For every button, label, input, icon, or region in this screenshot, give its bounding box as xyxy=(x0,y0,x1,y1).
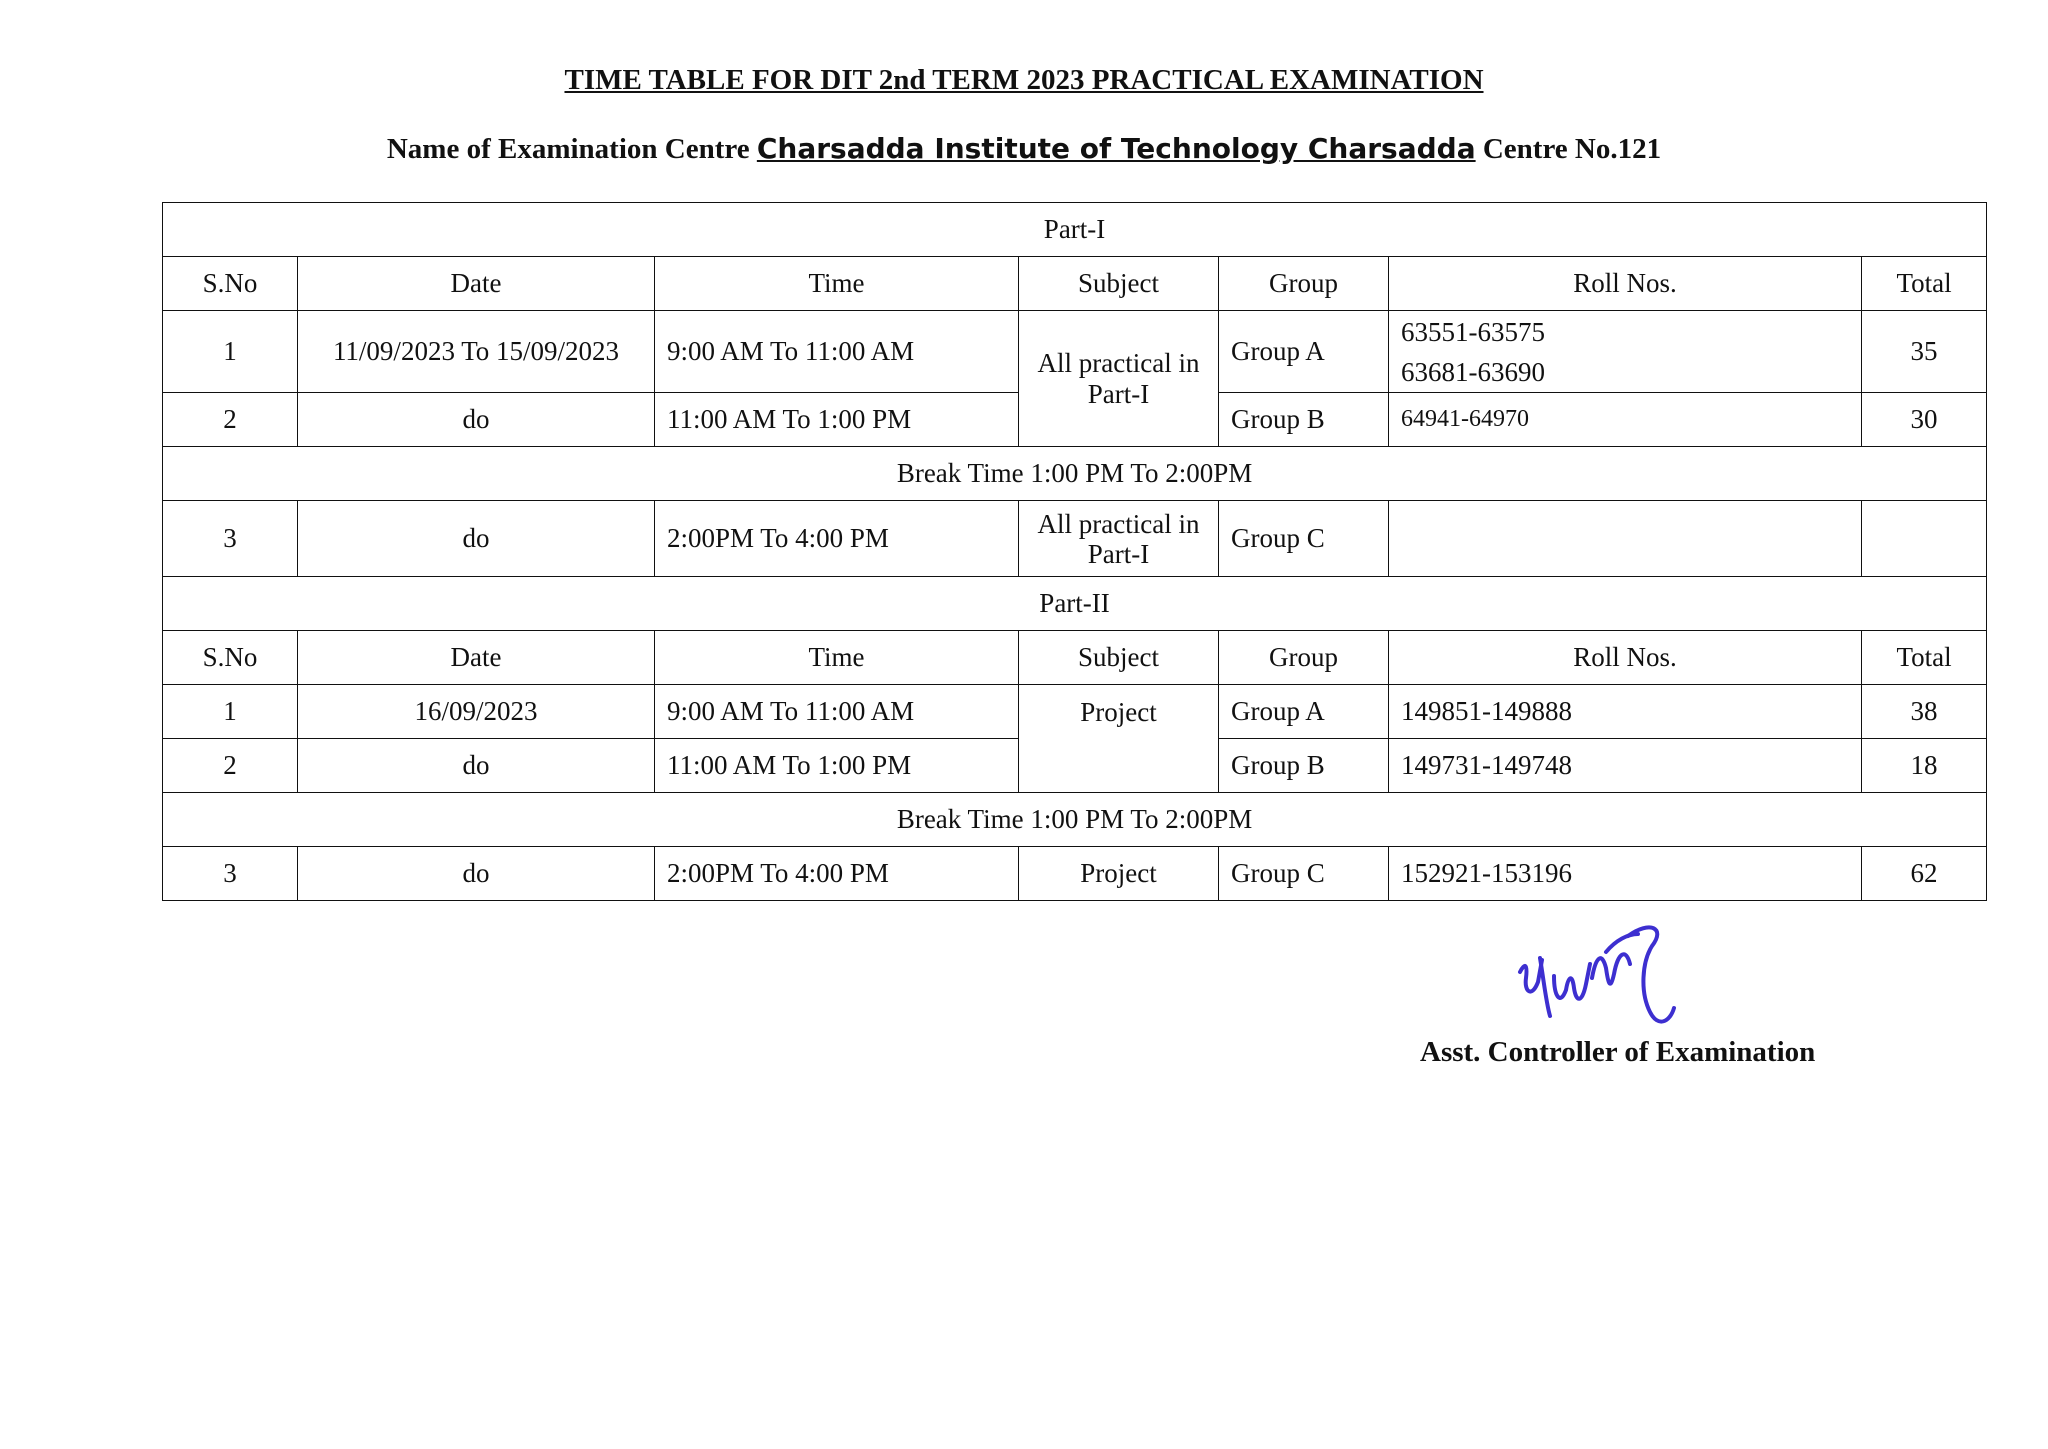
col-group: Group xyxy=(1219,257,1389,311)
col-total: Total xyxy=(1862,257,1987,311)
break-time-label: Break Time 1:00 PM To 2:00PM xyxy=(163,793,1987,847)
cell-sno: 1 xyxy=(163,311,298,393)
cell-subject: Project xyxy=(1019,685,1219,793)
cell-sno: 3 xyxy=(163,501,298,577)
cell-subject: All practical in Part-I xyxy=(1019,311,1219,447)
signature-stroke xyxy=(1554,964,1590,999)
signature-stroke xyxy=(1606,934,1638,952)
col-roll: Roll Nos. xyxy=(1389,631,1862,685)
cell-date: do xyxy=(298,393,655,447)
cell-total: 38 xyxy=(1862,685,1987,739)
centre-name: Charsadda Institute of Technology Charsadda xyxy=(756,132,1476,165)
cell-date: 16/09/2023 xyxy=(298,685,655,739)
cell-roll: 64941-64970 xyxy=(1389,393,1862,447)
cell-group: Group B xyxy=(1219,393,1389,447)
cell-time: 2:00PM To 4:00 PM xyxy=(655,501,1019,577)
cell-total xyxy=(1862,501,1987,577)
cell-roll xyxy=(1389,311,1862,393)
cell-date: do xyxy=(298,739,655,793)
cell-total: 18 xyxy=(1862,739,1987,793)
part2-break-row xyxy=(163,793,1987,847)
centre-line xyxy=(0,132,2048,166)
table-row xyxy=(163,847,1987,901)
cell-sno: 2 xyxy=(163,739,298,793)
cell-total: 62 xyxy=(1862,847,1987,901)
cell-time: 9:00 AM To 11:00 AM xyxy=(655,311,1019,393)
centre-number: Centre No.121 xyxy=(1482,133,1662,165)
cell-total: 30 xyxy=(1862,393,1987,447)
cell-sno: 3 xyxy=(163,847,298,901)
part2-band xyxy=(163,577,1987,631)
cell-group: Group C xyxy=(1219,501,1389,577)
cell-total: 35 xyxy=(1862,311,1987,393)
col-date: Date xyxy=(298,257,655,311)
col-date: Date xyxy=(298,631,655,685)
signature-stroke xyxy=(1592,954,1630,983)
table-row xyxy=(163,685,1987,739)
cell-roll xyxy=(1389,501,1862,577)
col-subject: Subject xyxy=(1019,631,1219,685)
part1-break-row xyxy=(163,447,1987,501)
part1-band xyxy=(163,203,1987,257)
roll-range: 63681-63690 xyxy=(1401,356,1545,387)
cell-date: 11/09/2023 To 15/09/2023 xyxy=(298,311,655,393)
cell-roll: 149851-149888 xyxy=(1389,685,1862,739)
cell-time: 11:00 AM To 1:00 PM xyxy=(655,393,1019,447)
cell-time: 11:00 AM To 1:00 PM xyxy=(655,739,1019,793)
col-sno: S.No xyxy=(163,631,298,685)
signatory-title: Asst. Controller of Examination xyxy=(1420,1036,1816,1068)
cell-date: do xyxy=(298,847,655,901)
cell-sno: 1 xyxy=(163,685,298,739)
signature-stroke xyxy=(1540,958,1550,1016)
timetable xyxy=(162,202,1987,901)
cell-date: do xyxy=(298,501,655,577)
part2-header-row xyxy=(163,631,1987,685)
cell-group: Group A xyxy=(1219,685,1389,739)
cell-roll: 152921-153196 xyxy=(1389,847,1862,901)
cell-sno: 2 xyxy=(163,393,298,447)
cell-subject: Project xyxy=(1019,847,1219,901)
col-roll: Roll Nos. xyxy=(1389,257,1862,311)
table-row xyxy=(163,501,1987,577)
part2-label: Part-II xyxy=(163,577,1987,631)
signature xyxy=(1510,912,1700,1052)
centre-prefix: Name of Examination Centre xyxy=(386,133,750,165)
col-total: Total xyxy=(1862,631,1987,685)
col-time: Time xyxy=(655,631,1019,685)
signature-stroke xyxy=(1628,927,1674,1021)
cell-time: 2:00PM To 4:00 PM xyxy=(655,847,1019,901)
col-sno: S.No xyxy=(163,257,298,311)
cell-time: 9:00 AM To 11:00 AM xyxy=(655,685,1019,739)
signature-stroke xyxy=(1520,960,1542,992)
table-row xyxy=(163,311,1987,393)
cell-group: Group C xyxy=(1219,847,1389,901)
col-group: Group xyxy=(1219,631,1389,685)
cell-subject: All practical in Part-I xyxy=(1019,501,1219,577)
cell-group: Group A xyxy=(1219,311,1389,393)
document-title: TIME TABLE FOR DIT 2nd TERM 2023 PRACTICAL EXAMINATION xyxy=(564,64,1484,96)
cell-group: Group B xyxy=(1219,739,1389,793)
col-time: Time xyxy=(655,257,1019,311)
roll-range: 63551-63575 xyxy=(1401,316,1545,347)
col-subject: Subject xyxy=(1019,257,1219,311)
break-time-label: Break Time 1:00 PM To 2:00PM xyxy=(163,447,1987,501)
part1-label: Part-I xyxy=(163,203,1987,257)
cell-roll: 149731-149748 xyxy=(1389,739,1862,793)
part1-header-row xyxy=(163,257,1987,311)
